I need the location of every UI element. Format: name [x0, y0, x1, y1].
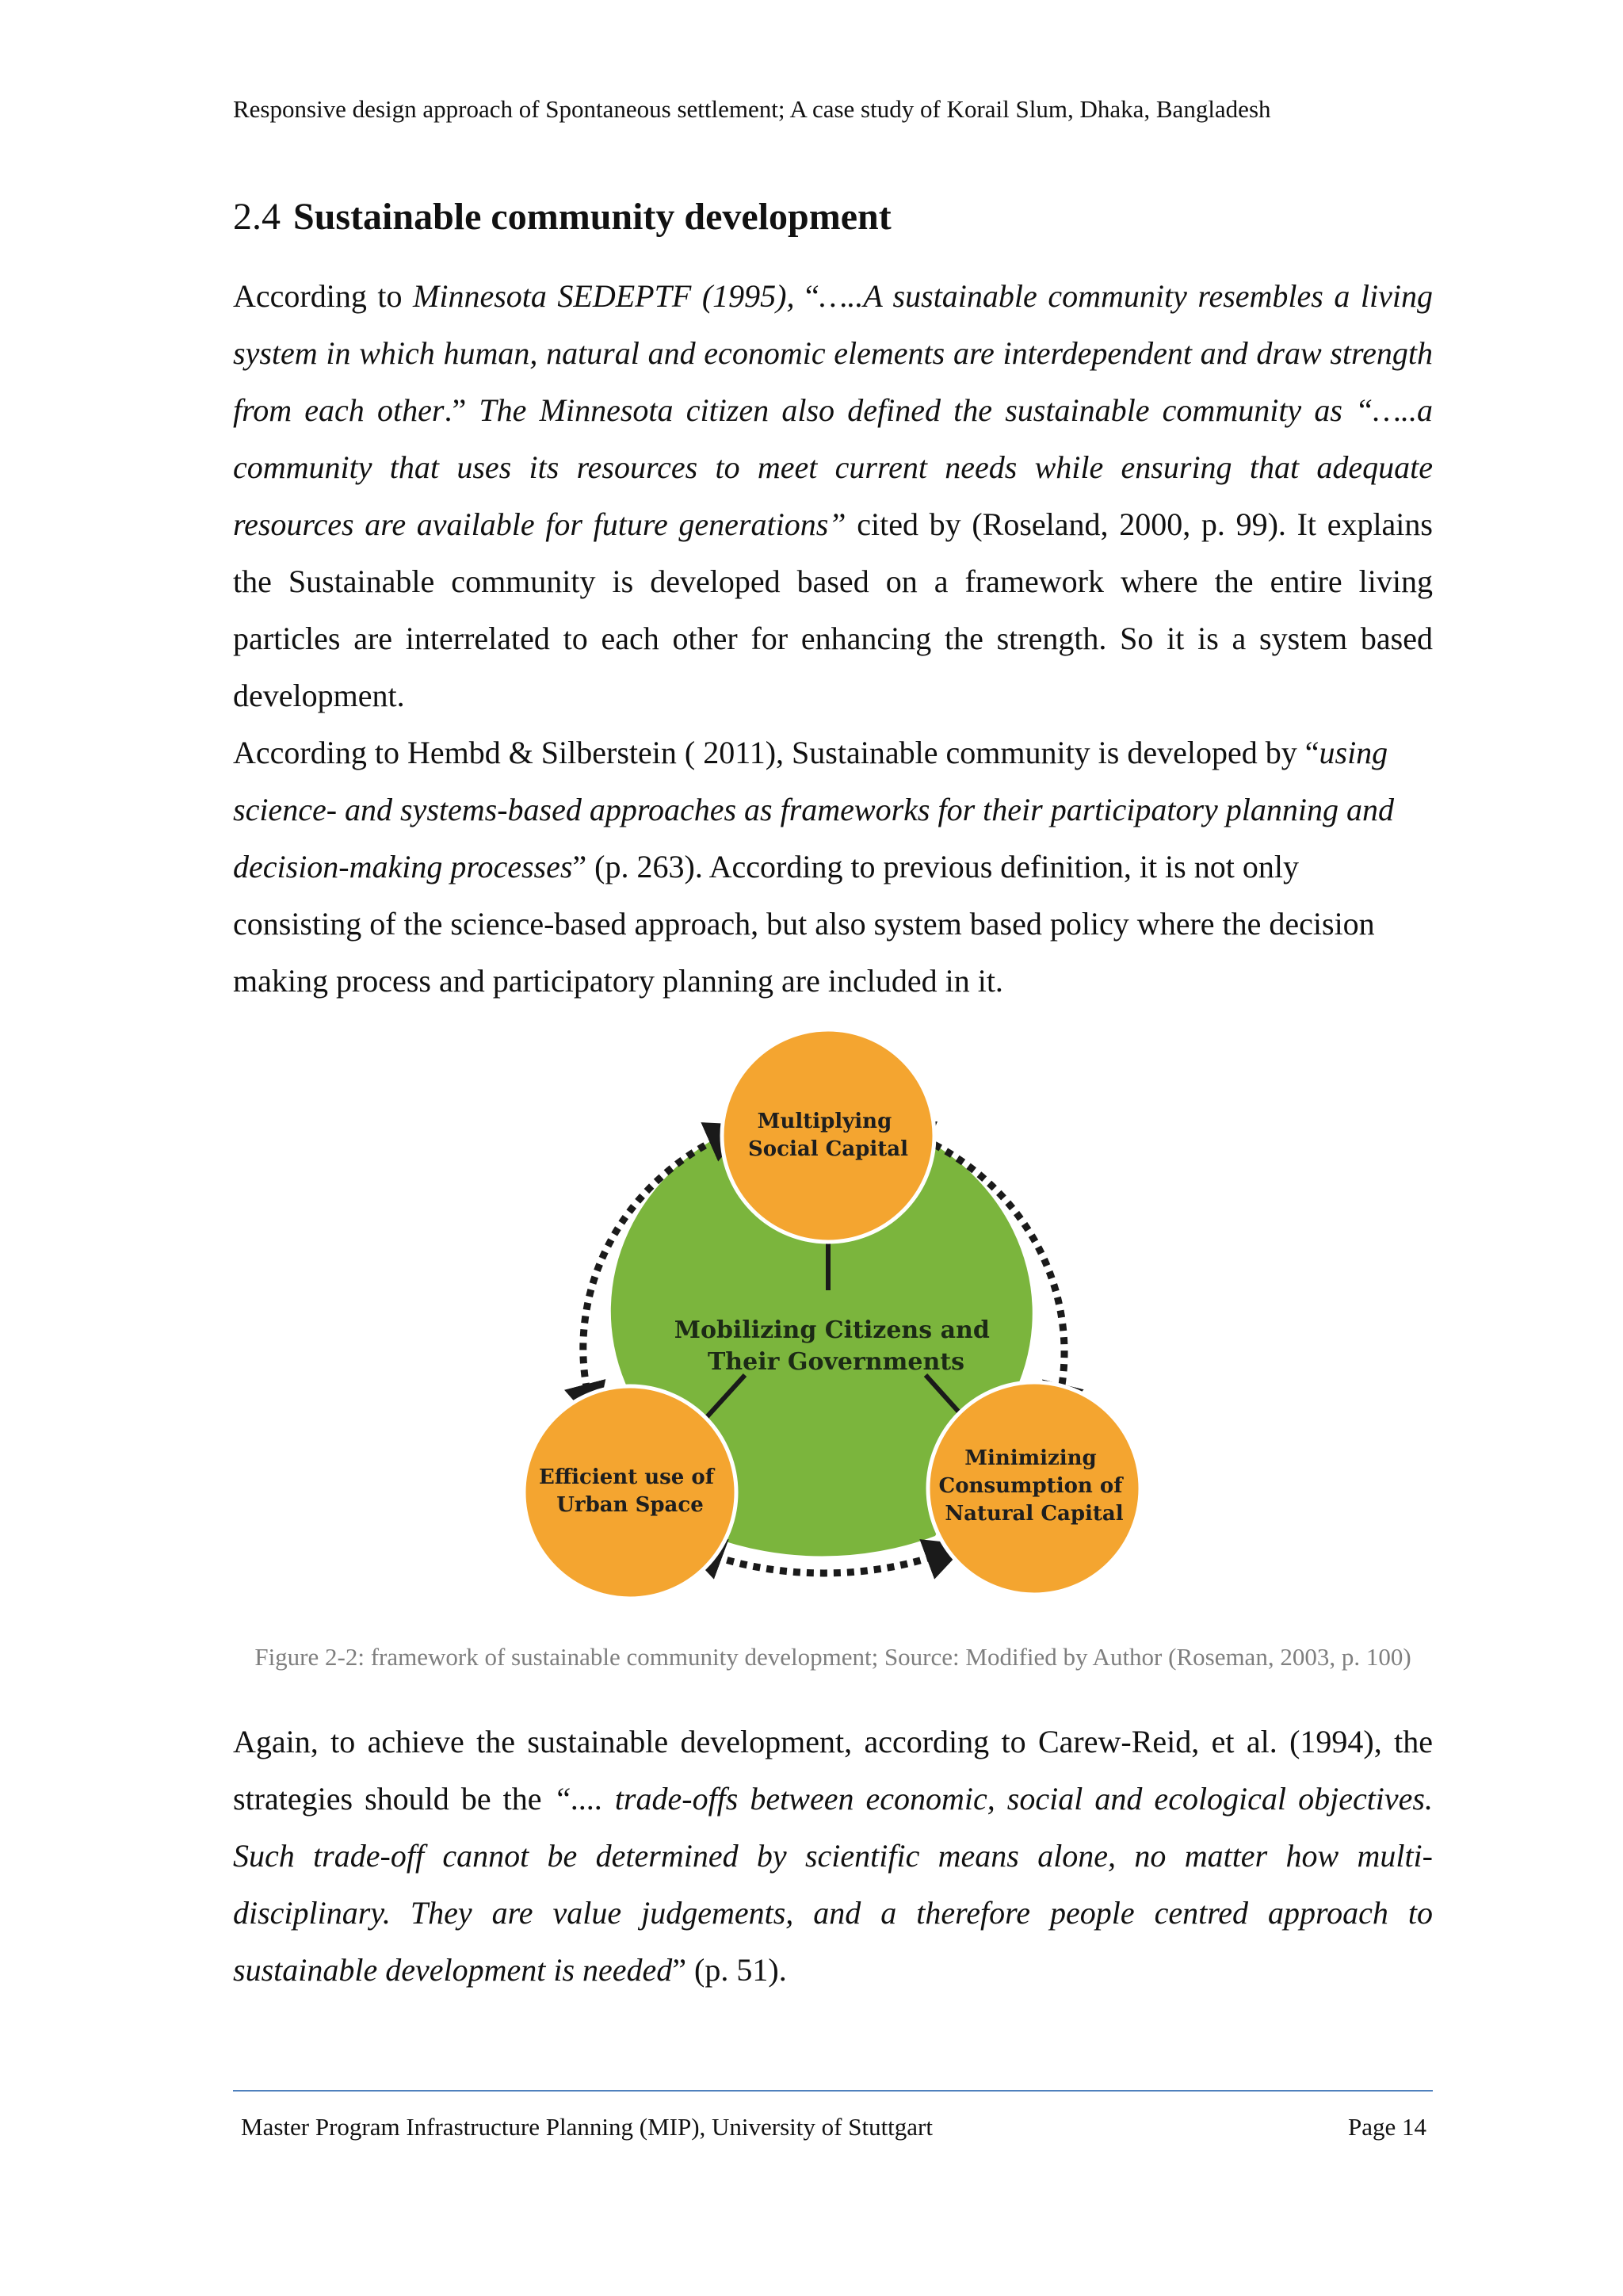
section-title: Sustainable community development	[293, 196, 892, 238]
text-segment: According to	[233, 278, 414, 314]
text-segment: …..A sustainable community resembles a living system in which human, natural and economic elements are interdependent and draw strength from each other	[233, 278, 1433, 428]
text-segment: ” (p. 51).	[672, 1952, 787, 1988]
running-head: Responsive design approach of Spontaneous settlement; A case study of Korail Slum, Dhaka, Bangladesh	[233, 95, 1271, 123]
footer-rule	[233, 2090, 1433, 2092]
text-segment: Again, to achieve the sustainable development, according to Carew-Reid, et al. (1994), the strategies should be the	[233, 1724, 1433, 1817]
circle-social-capital	[722, 1030, 934, 1242]
text-segment: cited by (Roseland, 2000, p. 99). It explains the Sustainable community is developed based on a framework where the entire living particles are interrelated to each other for enhancing the strength. So it is a system based development.	[233, 506, 1433, 713]
text-segment: “.... trade-offs between economic, social and ecological objectives. Such trade-off cannot be determined by scientific means alone, no matter how multi-disciplinary. They are value judgements, and a therefore people centred approach to sustainable development is needed	[233, 1781, 1433, 1988]
label-natural-capital: Minimizing Consumption of Natural Capital	[938, 1446, 1124, 1526]
figure-caption: Figure 2-2: framework of sustainable community development; Source: Modified by Author (Roseman, 2003, p. 100)	[254, 1643, 1411, 1671]
paragraph-1	[233, 268, 1433, 724]
text-segment: ” (p. 263). According to previous definition, it is not only consisting of the science-based approach, but also system based policy where the decision making process and participatory planning are included in it.	[233, 849, 1375, 999]
label-center: Mobilizing Citizens and Their Governments	[674, 1316, 990, 1376]
footer-institution: Master Program Infrastructure Planning (MIP), University of Stuttgart	[241, 2113, 933, 2141]
circle-urban-space	[524, 1386, 736, 1599]
text-segment: using science- and systems-based approaches as frameworks for their participatory planning and decision-making processes	[233, 735, 1395, 884]
paragraph-2	[233, 724, 1433, 1010]
text-segment: “	[794, 278, 819, 314]
text-segment: Minnesota SEDEPTF (1995),	[413, 278, 795, 314]
framework-diagram	[523, 1029, 1141, 1607]
section-heading	[233, 193, 1438, 241]
paragraph-3	[233, 1713, 1433, 1999]
text-segment: According to Hembd & Silberstein ( 2011), Sustainable community is developed by “	[233, 735, 1319, 770]
section-number: 2.4	[233, 196, 281, 238]
label-urban-space: Efficient use of Urban Space	[539, 1465, 714, 1517]
label-social-capital: Multiplying Social Capital	[748, 1110, 908, 1161]
page-number: Page 14	[1347, 2113, 1426, 2141]
text-segment: The Minnesota citizen also defined the sustainable community as “…..a community that uses its resources to meet current needs while ensuring that adequate resources are available for future generations”	[233, 392, 1433, 542]
framework-figure	[523, 1029, 1141, 1607]
text-segment: .”	[444, 392, 479, 428]
